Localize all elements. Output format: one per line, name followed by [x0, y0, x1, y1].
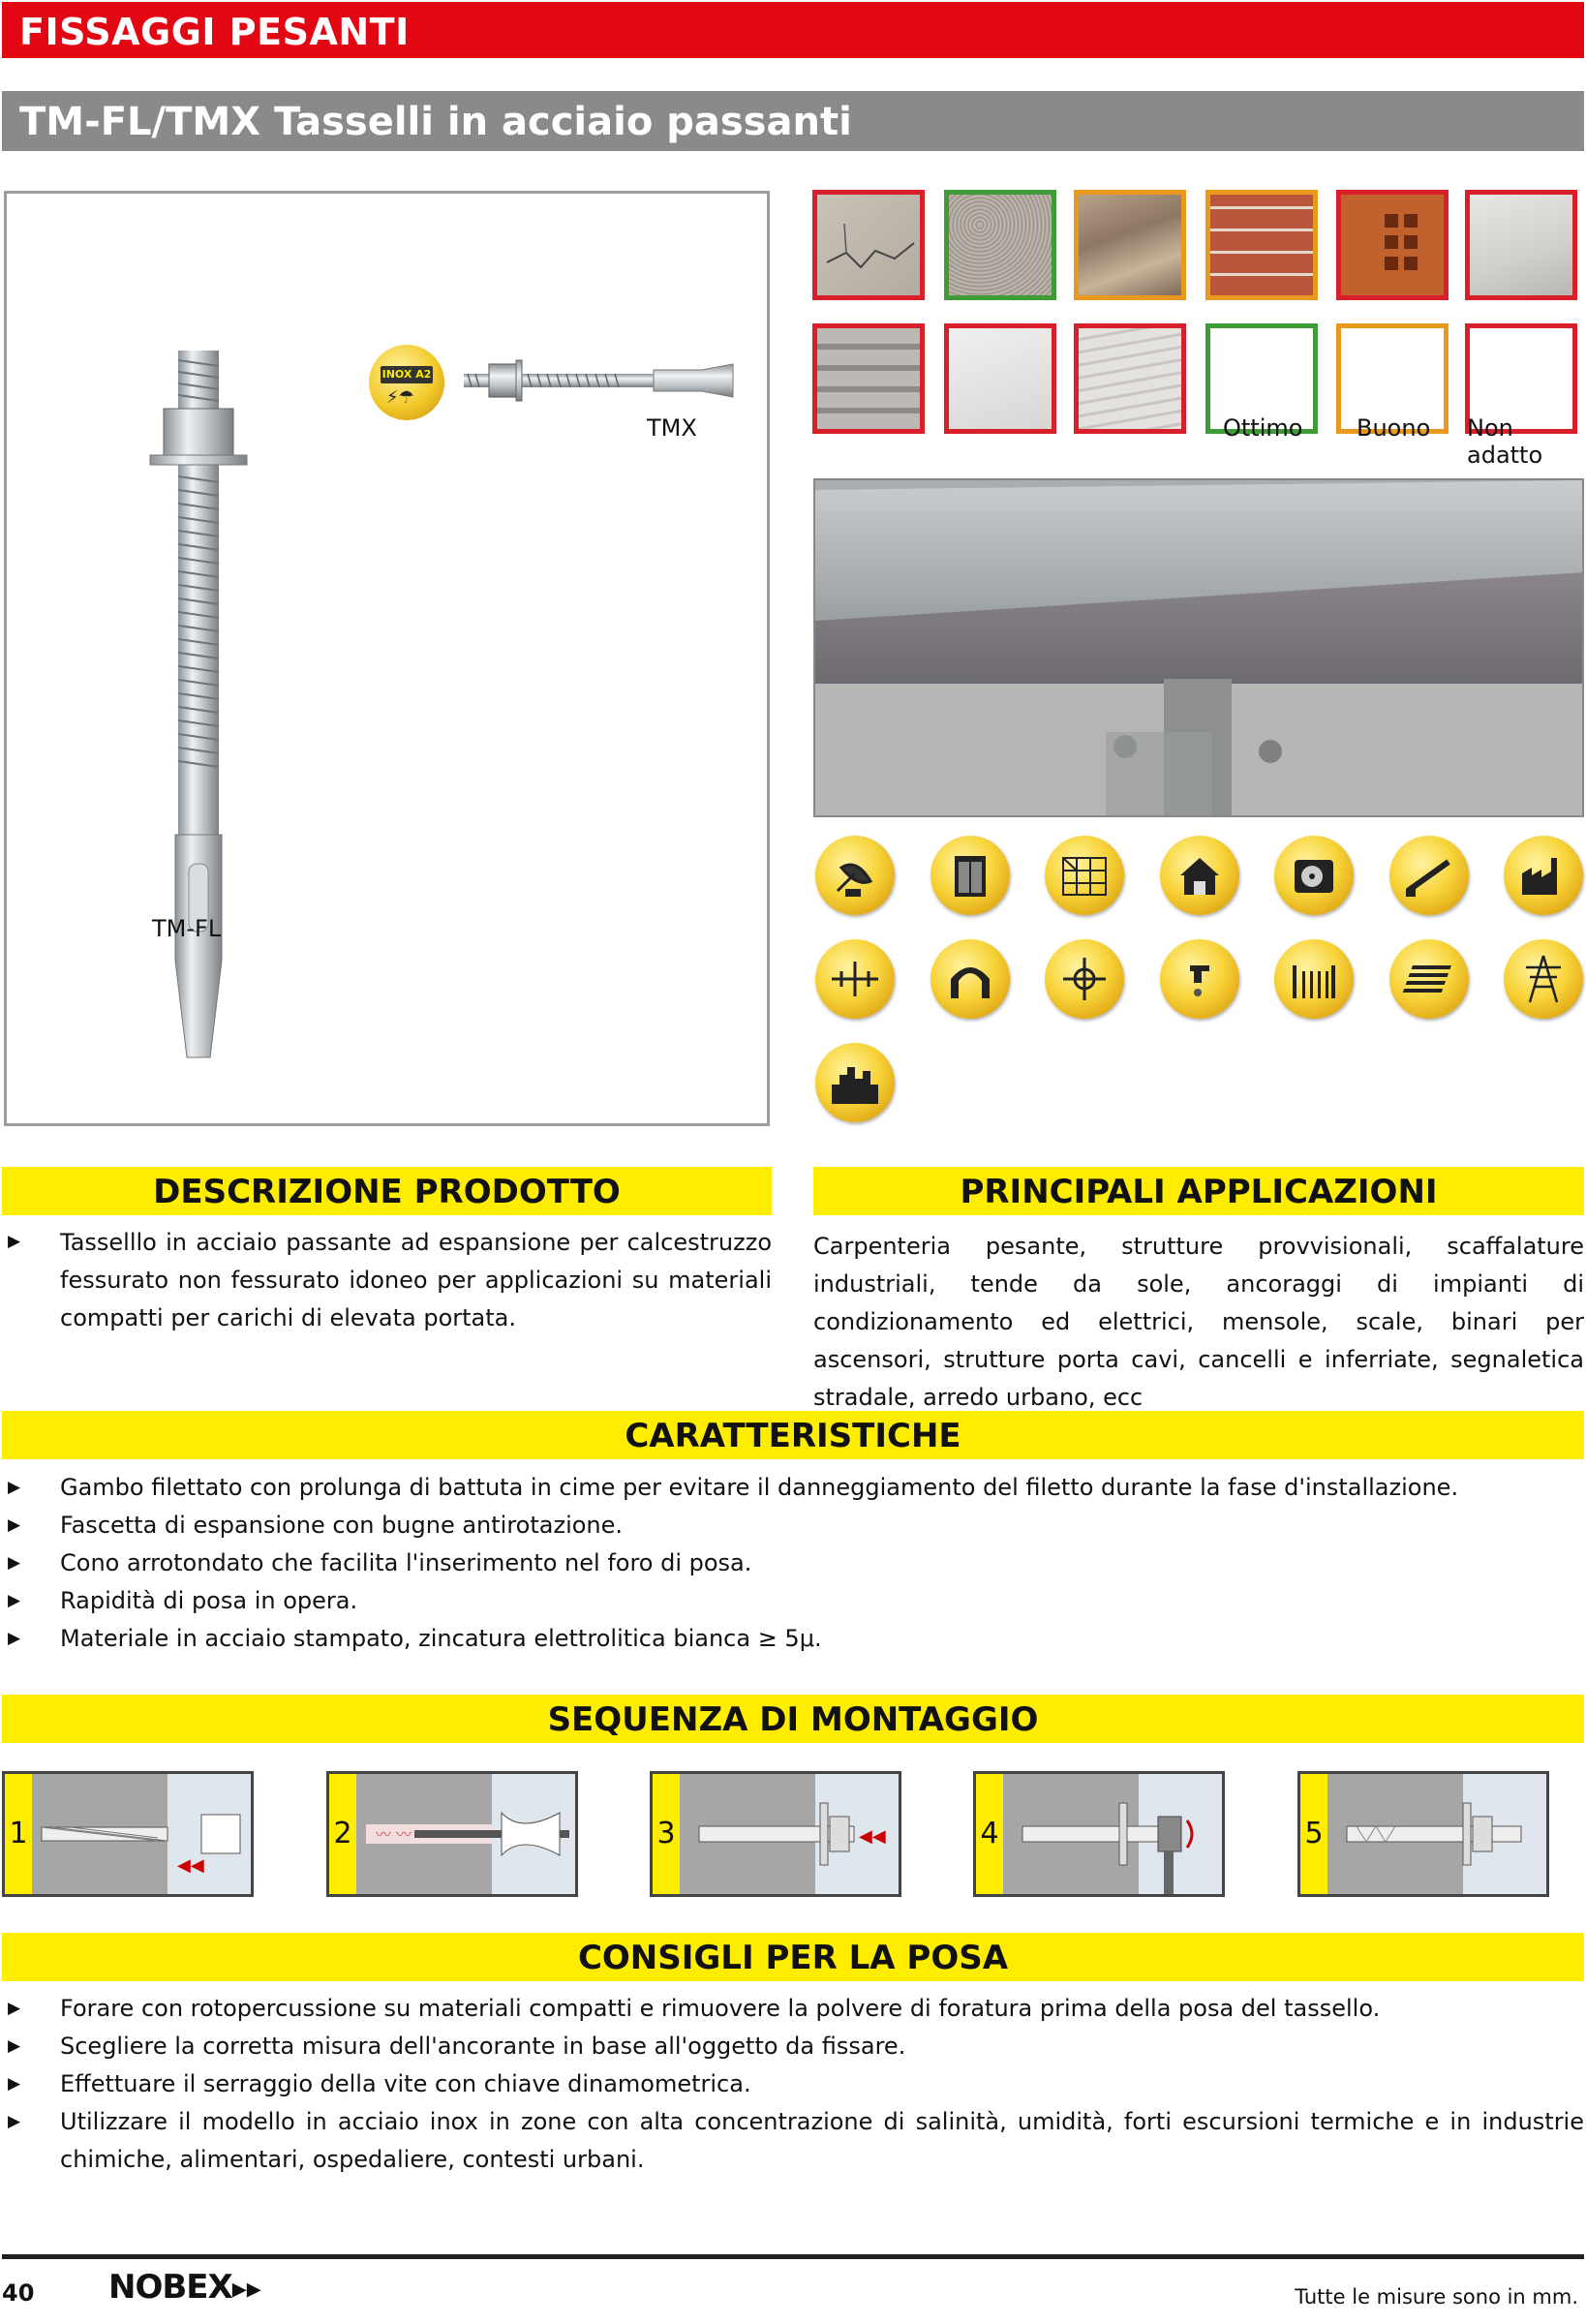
- bullet-icon: ▶: [8, 2036, 21, 2056]
- torque-wrench-icon: [1003, 1774, 1222, 1894]
- blow-out-icon: [356, 1774, 575, 1894]
- product-image-box: [4, 191, 770, 1126]
- scaffold-icon: [1045, 836, 1124, 915]
- descrizione-text: Tasselllo in acciaio passante ad espansione per calcestruzzo fessurato non fessurato idoneo per applicazioni su materiali compatti per carichi di elevata portata.: [60, 1229, 772, 1331]
- consigli-item: [8, 2065, 1584, 2103]
- tap-icon: [1160, 939, 1239, 1019]
- legend-label-non-adatto: Non adatto: [1467, 414, 1543, 469]
- step-number: 2: [329, 1774, 356, 1894]
- tmx-label: TMX: [647, 414, 697, 442]
- installed-anchor-icon: [1327, 1774, 1546, 1894]
- drill-icon: [32, 1774, 251, 1894]
- tunnel-icon: [930, 939, 1010, 1019]
- brand-name: NOBEX: [108, 2268, 232, 2307]
- step-number: 1: [5, 1774, 32, 1894]
- inox-badge-label: INOX A2: [381, 366, 433, 383]
- caratteristiche-item-text: Gambo filettato con prolunga di battuta in cime per evitare il danneggiamento del filetto durante la fase d'installazione.: [60, 1474, 1459, 1501]
- brand-chevrons-icon: ▸▸: [231, 2272, 261, 2306]
- elevator-icon: [930, 836, 1010, 915]
- city-icon: [815, 1043, 895, 1122]
- caratteristiche-item-text: Rapidità di posa in opera.: [60, 1587, 358, 1614]
- consigli-item-text: Scegliere la corretta misura dell'ancorante in base all'oggetto da fissare.: [60, 2033, 906, 2060]
- crack-icon: [817, 195, 920, 295]
- consigli-item: [8, 2028, 1584, 2065]
- caratteristiche-item: [8, 1507, 1584, 1544]
- footer-rule: [2, 2254, 1584, 2259]
- svg-text:◀◀: ◀◀: [859, 1826, 886, 1847]
- bullet-icon: ▶: [8, 1591, 21, 1610]
- application-photo: [813, 478, 1584, 817]
- bullet-icon: ▶: [8, 2112, 21, 2131]
- montaggio-step-2: [326, 1771, 578, 1897]
- page-number: 40: [2, 2279, 35, 2307]
- inox-a2-badge: [369, 345, 444, 420]
- material-swatch-cracked-concrete: [812, 190, 925, 300]
- descrizione-bullet: ▶: [8, 1232, 21, 1251]
- material-swatch-natural-stone: [1074, 190, 1186, 300]
- caratteristiche-heading: CARATTERISTICHE: [2, 1411, 1584, 1459]
- bullet-icon: ▶: [8, 1629, 21, 1648]
- gate-icon: [1274, 939, 1354, 1019]
- step-number: 4: [976, 1774, 1003, 1894]
- valve-icon: [1045, 939, 1124, 1019]
- material-swatch-hollow-brick: [1336, 190, 1449, 300]
- caratteristiche-item: [8, 1544, 1584, 1582]
- hollow-brick-icon: [1341, 195, 1444, 295]
- house-icon: [1160, 836, 1239, 915]
- bullet-icon: ▶: [8, 2074, 21, 2094]
- caratteristiche-item-text: Materiale in acciaio stampato, zincatura elettrolitica bianca ≥ 5μ.: [60, 1625, 822, 1652]
- material-swatch-solid-brick: [1205, 190, 1318, 300]
- step-number: 5: [1300, 1774, 1327, 1894]
- montaggio-step-5: [1297, 1771, 1549, 1897]
- crane-icon: [1389, 836, 1469, 915]
- air-conditioner-icon: [1274, 836, 1354, 915]
- page-title: TM-FL/TMX Tasselli in acciaio passanti: [2, 91, 1584, 151]
- tm-fl-anchor-image: [133, 341, 268, 1096]
- montaggio-step-3: [650, 1771, 901, 1897]
- consigli-item: [8, 1990, 1584, 2028]
- satellite-dish-icon: [815, 836, 895, 915]
- material-swatch-concrete: [944, 190, 1056, 300]
- tmx-anchor-image: [460, 352, 750, 411]
- applicazioni-heading: PRINCIPALI APPLICAZIONI: [813, 1167, 1584, 1215]
- caratteristiche-item-text: Fascetta di espansione con bugne antirotazione.: [60, 1512, 624, 1539]
- bullet-icon: ▶: [8, 1478, 21, 1497]
- caratteristiche-item-text: Cono arrotondato che facilita l'inserimento nel foro di posa.: [60, 1549, 752, 1576]
- montaggio-step-1: [2, 1771, 254, 1897]
- caratteristiche-item: [8, 1469, 1584, 1507]
- step-number: 3: [653, 1774, 680, 1894]
- caratteristiche-item: [8, 1582, 1584, 1620]
- footer-note: Tutte le misure sono in mm.: [1295, 2285, 1578, 2309]
- consigli-item: [8, 2103, 1584, 2179]
- material-swatch-aerated-concrete: [1465, 190, 1577, 300]
- factory-icon: [1504, 836, 1583, 915]
- consigli-item-text: Utilizzare il modello in acciaio inox in zone con alta concentrazione di salinità, umidità, forti escursioni termiche e in industrie chimiche, alimentari, ospedaliere, contesti urbani.: [60, 2108, 1584, 2173]
- material-swatch-wood-panel: [1074, 323, 1186, 434]
- applicazioni-text: Carpenteria pesante, strutture provvisionali, scaffalature industriali, tende da sole, ancoraggi di impianti di condizionamento ed elettrici, mensole, scale, binari per ascensori, strutture porta cavi, cancelli e inferriate, segnaletica stradale, arredo urbano, ecc: [813, 1233, 1584, 1411]
- consigli-item-text: Effettuare il serraggio della vite con chiave dinamometrica.: [60, 2070, 751, 2097]
- brand-logo: [108, 2268, 261, 2312]
- caratteristiche-item: [8, 1620, 1584, 1658]
- pipe-bracket-icon: [815, 939, 895, 1019]
- material-swatch-plasterboard: [944, 323, 1056, 434]
- montaggio-step-4: [973, 1771, 1225, 1897]
- bullet-icon: ▶: [8, 1553, 21, 1573]
- svg-text:◀◀: ◀◀: [177, 1855, 204, 1876]
- consigli-item-text: Forare con rotopercussione su materiali compatti e rimuovere la polvere di foratura prima della posa del tassello.: [60, 1995, 1381, 2022]
- montaggio-heading: SEQUENZA DI MONTAGGIO: [2, 1695, 1584, 1743]
- legend-label-ottimo: Ottimo: [1223, 414, 1303, 442]
- material-swatch-hollow-panel: [812, 323, 925, 434]
- descrizione-heading: DESCRIZIONE PRODOTTO: [2, 1167, 772, 1215]
- bullet-icon: ▶: [8, 1999, 21, 2018]
- rain-icon: ⚡☂: [386, 387, 414, 408]
- svg-text:〰 〰: 〰 〰: [376, 1825, 412, 1844]
- category-header: FISSAGGI PESANTI: [2, 2, 1584, 58]
- pylon-icon: [1504, 939, 1583, 1019]
- consigli-heading: CONSIGLI PER LA POSA: [2, 1933, 1584, 1981]
- insert-anchor-icon: [680, 1774, 899, 1894]
- bullet-icon: ▶: [8, 1515, 21, 1535]
- grating-icon: [1389, 939, 1469, 1019]
- legend-label-buono: Buono: [1357, 414, 1431, 442]
- tm-fl-label: TM-FL: [152, 915, 222, 942]
